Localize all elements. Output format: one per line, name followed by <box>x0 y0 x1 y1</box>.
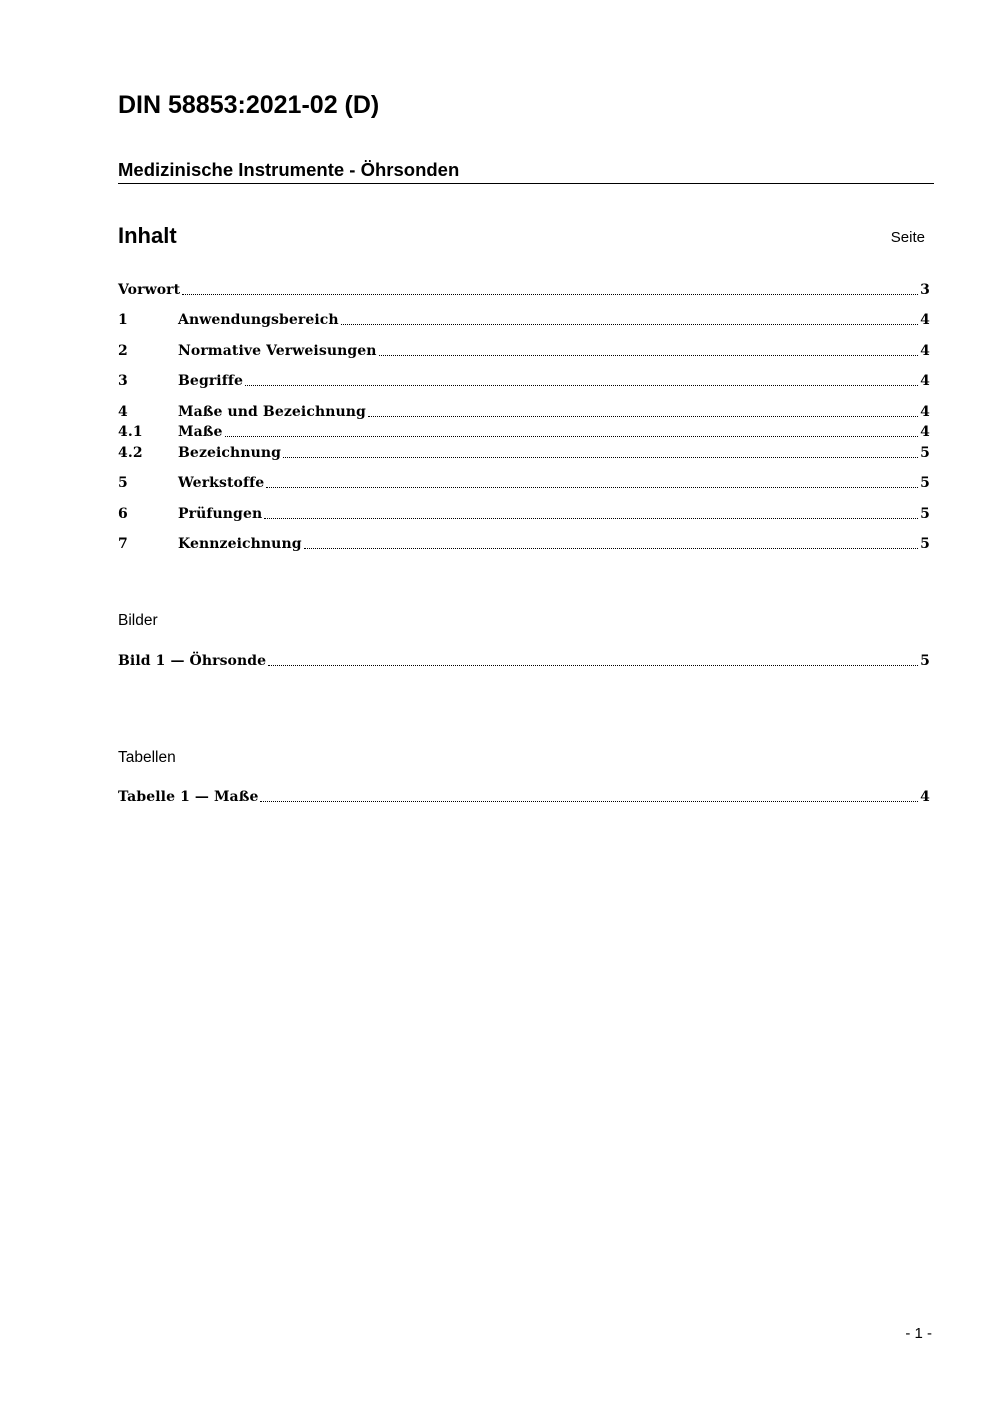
figure-entry-bild-1[interactable] <box>118 650 930 672</box>
toc-entry-title: Anwendungsbereich <box>178 312 339 328</box>
toc-heading: Inhalt <box>118 223 177 248</box>
toc-entry-anwendungsbereich[interactable] <box>118 309 930 331</box>
toc-entry-page: 4 <box>920 373 930 389</box>
toc-entry-page: 5 <box>920 445 930 461</box>
toc-entry-title: Maße <box>178 424 223 440</box>
toc-entry-title: Vorwort <box>118 282 181 298</box>
figure-entry-page: 5 <box>920 653 930 669</box>
table-entry-title: Tabelle 1 — Maße <box>118 789 259 805</box>
toc-page-column-heading: Seite <box>890 229 925 246</box>
toc-dot-leader <box>266 472 918 488</box>
toc-entry-kennzeichnung[interactable] <box>118 533 930 555</box>
toc-dot-leader <box>368 401 918 417</box>
toc-entry-title: Bezeichnung <box>178 445 282 461</box>
toc-entry-werkstoffe[interactable] <box>118 472 930 494</box>
toc-entry-page: 4 <box>920 404 930 420</box>
toc-entry-masse-und-bezeichnung[interactable] <box>118 401 930 423</box>
toc-dot-leader <box>245 370 918 386</box>
toc-entry-title: Begriffe <box>178 373 243 389</box>
toc-entry-title: Normative Verweisungen <box>178 343 377 359</box>
toc-dot-leader <box>341 309 918 325</box>
toc-dot-leader <box>379 340 919 356</box>
toc-dot-leader <box>268 650 918 666</box>
toc-entry-number: 4.1 <box>118 424 143 440</box>
toc-dot-leader <box>304 533 919 549</box>
toc-entry-vorwort[interactable] <box>118 279 930 301</box>
toc-entry-title: Kennzeichnung <box>178 536 302 552</box>
toc-entry-page: 3 <box>920 282 930 298</box>
toc-entry-masse[interactable] <box>118 421 930 443</box>
toc-entry-title: Werkstoffe <box>178 475 265 491</box>
toc-entry-number: 3 <box>118 373 128 389</box>
toc-entry-page: 5 <box>920 475 930 491</box>
toc-entry-number: 2 <box>118 343 128 359</box>
toc-entry-number: 1 <box>118 312 128 328</box>
toc-dot-leader <box>260 786 918 802</box>
toc-entry-number: 6 <box>118 506 128 522</box>
toc-entry-number: 4.2 <box>118 445 143 461</box>
toc-entry-normative-verweisungen[interactable] <box>118 340 930 362</box>
toc-entry-number: 7 <box>118 536 128 552</box>
toc-entry-pruefungen[interactable] <box>118 503 930 525</box>
document-subtitle: Medizinische Instrumente - Öhrsonden <box>118 158 934 184</box>
toc-entry-title: Maße und Bezeichnung <box>178 404 366 420</box>
figures-heading: Bilder <box>118 612 158 629</box>
toc-entry-page: 5 <box>920 506 930 522</box>
toc-entry-page: 4 <box>920 343 930 359</box>
toc-dot-leader <box>225 421 919 437</box>
figure-entry-title: Bild 1 — Öhrsonde <box>118 653 267 669</box>
table-entry-page: 4 <box>920 789 930 805</box>
toc-dot-leader <box>283 442 918 458</box>
toc-dot-leader <box>264 503 918 519</box>
toc-entry-page: 4 <box>920 424 930 440</box>
toc-entry-page: 4 <box>920 312 930 328</box>
toc-entry-title: Prüfungen <box>178 506 263 522</box>
toc-entry-number: 5 <box>118 475 128 491</box>
toc-entry-begriffe[interactable] <box>118 370 930 392</box>
tables-heading: Tabellen <box>118 749 176 766</box>
toc-entry-bezeichnung[interactable] <box>118 442 930 464</box>
document-title: DIN 58853:2021-02 (D) <box>118 91 380 119</box>
table-entry-tabelle-1[interactable] <box>118 786 930 808</box>
toc-entry-page: 5 <box>920 536 930 552</box>
toc-entry-number: 4 <box>118 404 128 420</box>
toc-dot-leader <box>182 279 918 295</box>
page-number: - 1 - <box>905 1325 932 1342</box>
